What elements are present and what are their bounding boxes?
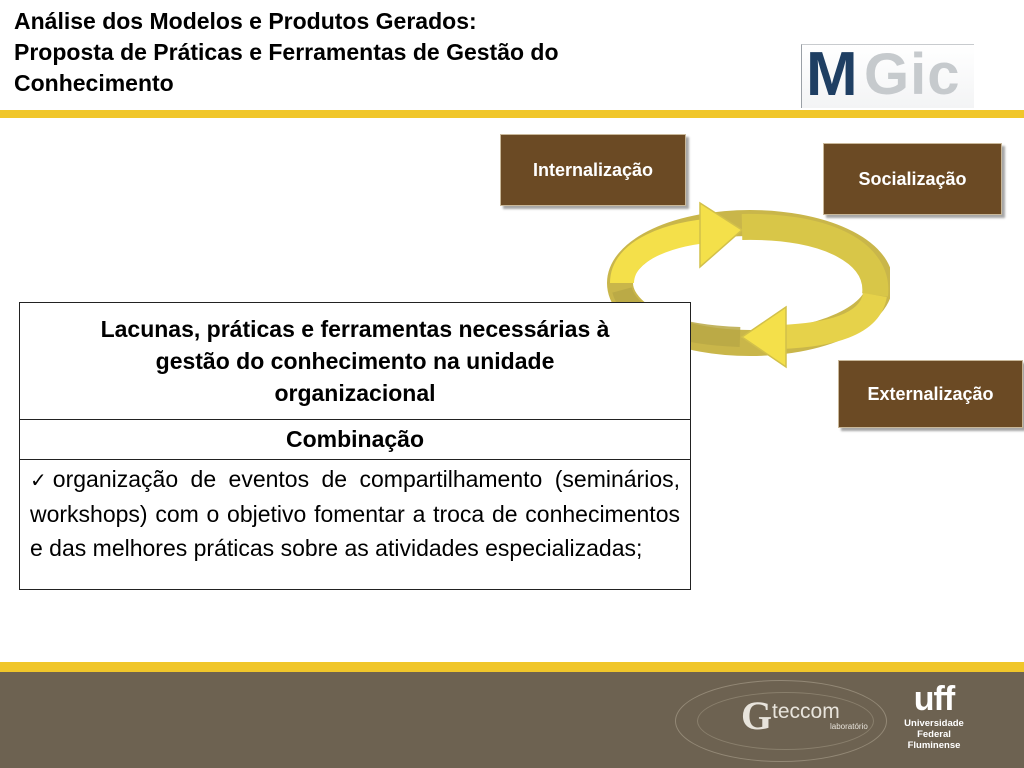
gteccom-word: teccom (772, 700, 840, 723)
gteccom-sub: laboratório (830, 722, 868, 731)
table-subheader: Combinação (20, 420, 690, 460)
table-body (20, 460, 690, 589)
socializacao-box: Socialização (823, 143, 1002, 215)
checkmark-icon: ✓ (30, 468, 53, 492)
mgic-logo-gic: Gic (864, 44, 961, 107)
table-body-text: organização de eventos de compartilhamento (seminários, workshops) com o objetivo fomentar a troca de conhecimentos e das melhores práticas sobre as atividades especializadas; (30, 466, 680, 561)
table-header: Lacunas, práticas e ferramentas necessárias à gestão do conhecimento na unidade organizacional (20, 303, 690, 420)
uff-mark: uff (913, 680, 955, 718)
gteccom-logo (675, 680, 885, 760)
mgic-logo (801, 44, 974, 108)
lower-arrow-head (742, 307, 786, 367)
externalizacao-box: Externalização (838, 360, 1023, 428)
uff-name: Universidade Federal Fluminense (904, 718, 964, 751)
bottom-accent-bar (0, 662, 1024, 672)
mgic-logo-m: M (806, 44, 856, 108)
internalizacao-box: Internalização (500, 134, 686, 206)
uff-logo (898, 680, 970, 751)
top-accent-bar (0, 110, 1024, 118)
gaps-practices-table (19, 302, 691, 590)
slide-title: Análise dos Modelos e Produtos Gerados: Proposta de Práticas e Ferramentas de Gestão do Conhecimento (14, 8, 559, 96)
gteccom-g: G (741, 693, 773, 738)
